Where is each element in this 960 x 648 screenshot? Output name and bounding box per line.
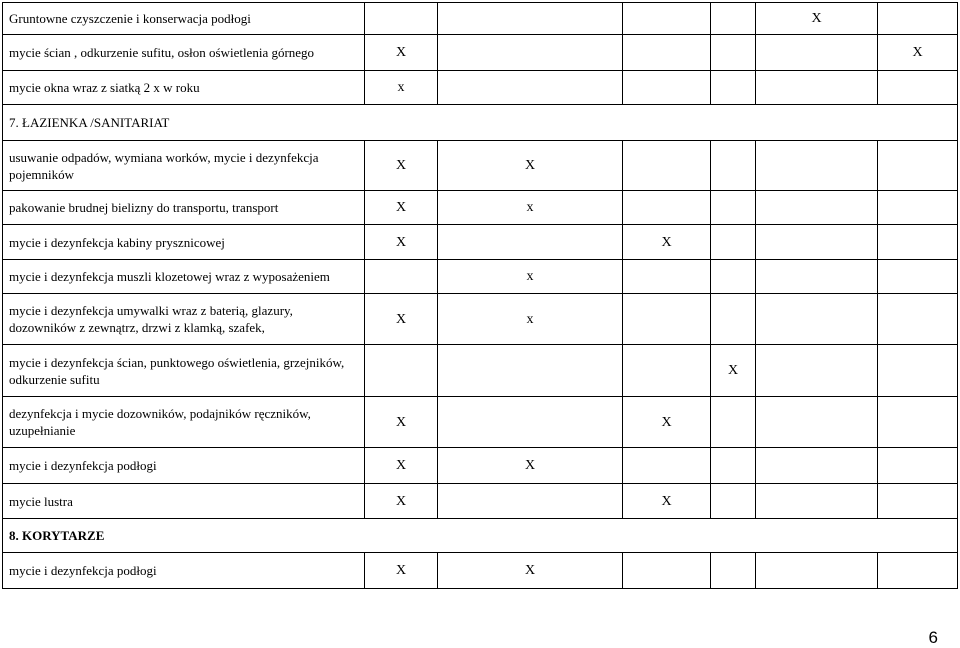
frequency-mark-cell (711, 260, 756, 294)
task-description: dezynfekcja i mycie dozowników, podajników ręczników, uzupełnianie (3, 397, 365, 448)
frequency-mark-cell (438, 397, 623, 448)
frequency-mark-cell (878, 294, 958, 345)
frequency-mark-cell (878, 484, 958, 519)
frequency-mark-cell (438, 225, 623, 260)
frequency-mark-cell: X (623, 484, 711, 519)
frequency-mark-cell (438, 484, 623, 519)
frequency-mark-cell (623, 141, 711, 191)
table-row (3, 553, 958, 589)
frequency-mark-cell (878, 225, 958, 260)
frequency-mark-cell (711, 35, 756, 71)
frequency-mark-cell (756, 294, 878, 345)
frequency-mark-cell: X (365, 553, 438, 589)
frequency-mark-cell: X (438, 553, 623, 589)
frequency-mark-cell (878, 553, 958, 589)
section-heading-row (3, 519, 958, 553)
table-row (3, 294, 958, 345)
frequency-mark-cell: X (365, 141, 438, 191)
task-description: mycie i dezynfekcja ścian, punktowego oświetlenia, grzejników, odkurzenie sufitu (3, 345, 365, 397)
frequency-mark-cell (623, 345, 711, 397)
frequency-mark-cell (711, 553, 756, 589)
frequency-mark-cell (756, 448, 878, 484)
task-description: mycie okna wraz z siatką 2 x w roku (3, 71, 365, 105)
frequency-mark-cell (438, 35, 623, 71)
frequency-mark-cell (878, 71, 958, 105)
table-row (3, 3, 958, 35)
table-row (3, 260, 958, 294)
frequency-mark-cell (878, 345, 958, 397)
section-heading-row (3, 105, 958, 141)
page-number: 6 (928, 628, 938, 647)
frequency-mark-cell (711, 141, 756, 191)
frequency-mark-cell (623, 448, 711, 484)
frequency-mark-cell (438, 71, 623, 105)
frequency-mark-cell: X (878, 35, 958, 71)
frequency-mark-cell: x (438, 191, 623, 225)
frequency-mark-cell (623, 294, 711, 345)
frequency-mark-cell (878, 191, 958, 225)
frequency-mark-cell: X (365, 35, 438, 71)
frequency-mark-cell (756, 141, 878, 191)
frequency-mark-cell (365, 345, 438, 397)
frequency-mark-cell: x (365, 71, 438, 105)
frequency-mark-cell: X (438, 141, 623, 191)
task-description: Gruntowne czyszczenie i konserwacja podłogi (3, 3, 365, 35)
frequency-mark-cell: x (438, 294, 623, 345)
frequency-mark-cell (365, 260, 438, 294)
frequency-mark-cell (756, 484, 878, 519)
frequency-mark-cell: X (623, 397, 711, 448)
task-description: mycie i dezynfekcja podłogi (3, 553, 365, 589)
frequency-mark-cell: X (365, 484, 438, 519)
frequency-mark-cell (878, 448, 958, 484)
frequency-mark-cell (711, 225, 756, 260)
frequency-mark-cell (711, 484, 756, 519)
frequency-mark-cell (623, 35, 711, 71)
task-description: mycie i dezynfekcja muszli klozetowej wraz z wyposażeniem (3, 260, 365, 294)
frequency-mark-cell (623, 71, 711, 105)
frequency-mark-cell: X (365, 448, 438, 484)
frequency-mark-cell (878, 141, 958, 191)
frequency-mark-cell (878, 260, 958, 294)
frequency-mark-cell (756, 35, 878, 71)
frequency-mark-cell (623, 553, 711, 589)
frequency-mark-cell (623, 3, 711, 35)
frequency-mark-cell (756, 345, 878, 397)
section-heading: 7. ŁAZIENKA /SANITARIAT (3, 105, 958, 141)
frequency-mark-cell (878, 397, 958, 448)
table-row (3, 345, 958, 397)
frequency-mark-cell (756, 191, 878, 225)
frequency-mark-cell: X (711, 345, 756, 397)
frequency-mark-cell: X (365, 191, 438, 225)
table-row (3, 397, 958, 448)
table-row (3, 35, 958, 71)
frequency-mark-cell (623, 260, 711, 294)
table-row (3, 71, 958, 105)
frequency-mark-cell (756, 71, 878, 105)
frequency-mark-cell (878, 3, 958, 35)
frequency-mark-cell (438, 3, 623, 35)
task-description: mycie i dezynfekcja kabiny prysznicowej (3, 225, 365, 260)
frequency-mark-cell (711, 448, 756, 484)
task-description: mycie lustra (3, 484, 365, 519)
schedule-body (3, 3, 958, 589)
frequency-mark-cell (756, 397, 878, 448)
frequency-mark-cell: X (756, 3, 878, 35)
table-row (3, 448, 958, 484)
section-heading: 8. KORYTARZE (3, 519, 958, 553)
task-description: mycie i dezynfekcja umywalki wraz z baterią, glazury, dozowników z zewnątrz, drzwi z klamką, szafek, (3, 294, 365, 345)
frequency-mark-cell (711, 397, 756, 448)
table-row (3, 225, 958, 260)
frequency-mark-cell (711, 294, 756, 345)
frequency-mark-cell: x (438, 260, 623, 294)
frequency-mark-cell (756, 225, 878, 260)
frequency-mark-cell (438, 345, 623, 397)
task-description: mycie ścian , odkurzenie sufitu, osłon oświetlenia górnego (3, 35, 365, 71)
frequency-mark-cell (756, 553, 878, 589)
frequency-mark-cell: X (365, 294, 438, 345)
frequency-mark-cell: X (438, 448, 623, 484)
frequency-mark-cell: X (365, 397, 438, 448)
frequency-mark-cell (711, 71, 756, 105)
task-description: usuwanie odpadów, wymiana worków, mycie i dezynfekcja pojemników (3, 141, 365, 191)
table-row (3, 141, 958, 191)
frequency-mark-cell: X (623, 225, 711, 260)
frequency-mark-cell (756, 260, 878, 294)
frequency-mark-cell (623, 191, 711, 225)
task-description: mycie i dezynfekcja podłogi (3, 448, 365, 484)
table-row (3, 484, 958, 519)
table-row (3, 191, 958, 225)
frequency-mark-cell (365, 3, 438, 35)
task-description: pakowanie brudnej bielizny do transportu, transport (3, 191, 365, 225)
frequency-mark-cell: X (365, 225, 438, 260)
cleaning-schedule-table (2, 2, 958, 589)
frequency-mark-cell (711, 191, 756, 225)
frequency-mark-cell (711, 3, 756, 35)
